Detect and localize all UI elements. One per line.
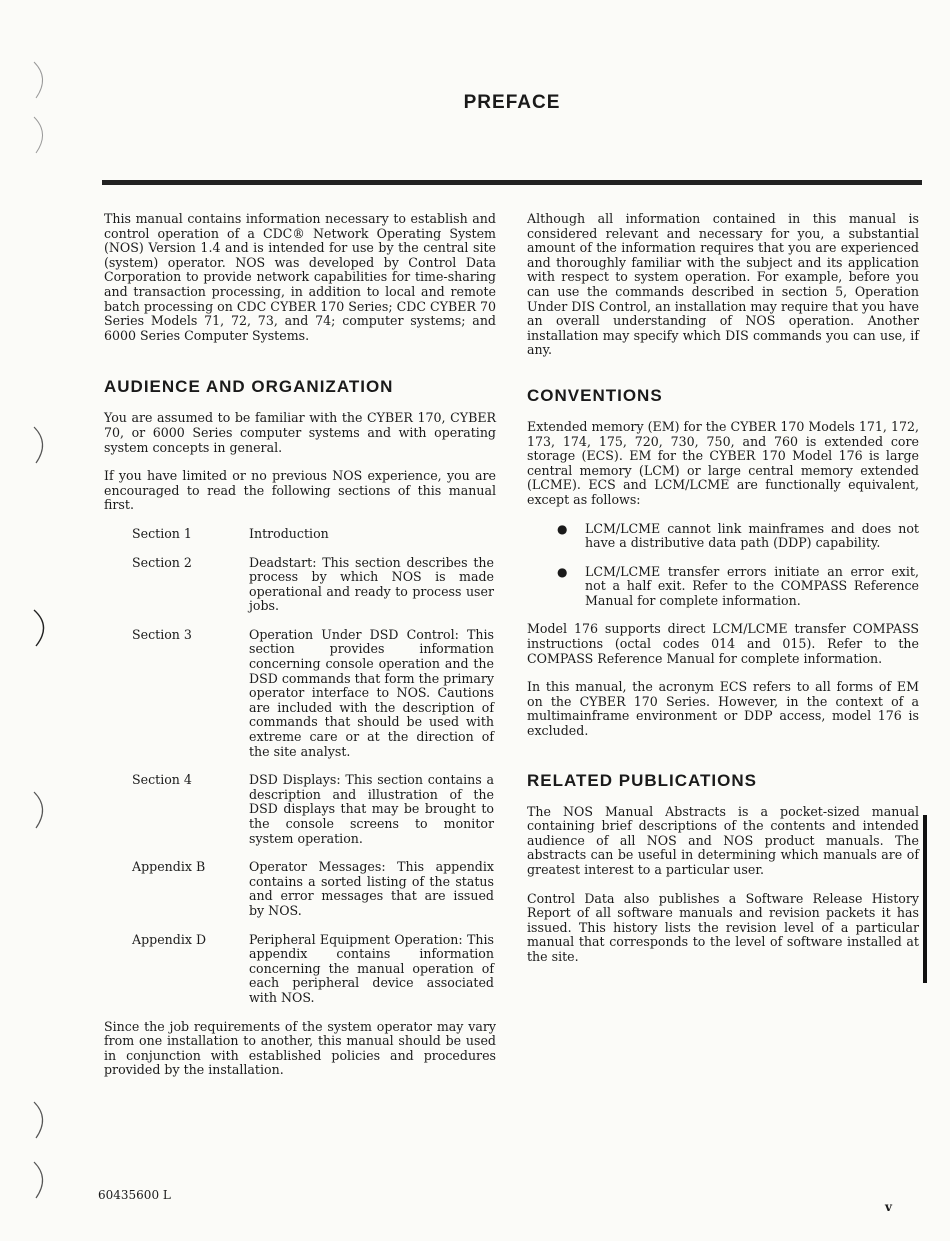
- right-intro-paragraph: Although all information contained in this manual is considered relevant and necessary for you, a substantial amount of the information requires that you are experienced and thoroughly familiar with the subject and its application with respect to system operation. For example, before you can use the commands described in section 5, Operation Under DIS Control, an installation may require that you have an overall understanding of NOS operation. Another installation may specify which DIS commands you can use, if any.: [527, 211, 919, 358]
- document-number: 60435600 L: [98, 1188, 171, 1202]
- section-name: Appendix D: [132, 931, 207, 947]
- page-title: PREFACE: [463, 92, 561, 113]
- section-row: [132, 527, 496, 542]
- list-item: [527, 565, 919, 609]
- section-row: [132, 556, 496, 614]
- section-list: [132, 527, 496, 1006]
- section-name: Section 2: [132, 554, 192, 570]
- related-paragraph-1: The NOS Manual Abstracts is a pocket-sized manual containing brief descriptions of the contents and intended audience of all NOS and NOS product manuals. The abstracts can be useful in determining which manuals are of greatest interest to a particular user.: [527, 803, 919, 877]
- conventions-heading: CONVENTIONS: [527, 385, 663, 405]
- punch-hole-mark: [30, 425, 52, 465]
- punch-hole-mark: [30, 790, 52, 830]
- list-item: [527, 522, 919, 551]
- section-name: Section 3: [132, 626, 192, 642]
- punch-hole-mark: [30, 608, 52, 648]
- related-publications-heading: RELATED PUBLICATIONS: [527, 770, 757, 790]
- section-description: DSD Displays: This section contains a description and illustration of the DSD displays that may be brought to the console screens to monitor system operation.: [249, 772, 494, 846]
- right-column: [527, 212, 919, 979]
- conventions-bullet-list: [527, 522, 919, 609]
- page-number: v: [885, 1200, 892, 1214]
- section-row: [132, 773, 496, 846]
- bullet-icon: ●: [557, 564, 568, 579]
- bullet-text: LCM/LCME transfer errors initiate an error exit, not a half exit. Refer to the COMPASS Reference Manual for complete information.: [585, 563, 919, 608]
- section-description: Peripheral Equipment Operation: This appendix contains information concerning the manual operation of each peripheral device associated with NOS.: [249, 931, 494, 1005]
- section-description: Deadstart: This section describes the process by which NOS is made operational and ready to process user jobs.: [249, 554, 494, 614]
- section-description: Operator Messages: This appendix contains a sorted listing of the status and error messages that are issued by NOS.: [249, 859, 494, 918]
- audience-heading: AUDIENCE AND ORGANIZATION: [104, 377, 394, 397]
- revision-change-bar: [923, 815, 927, 983]
- section-row: [132, 933, 496, 1006]
- punch-hole-mark: [30, 1100, 52, 1140]
- punch-hole-mark: [30, 1160, 52, 1200]
- section-row: [132, 628, 496, 759]
- conventions-paragraph-3: In this manual, the acronym ECS refers to all forms of EM on the CYBER 170 Series. However, in the context of a multimainframe environment or DDP access, model 176 is excluded.: [527, 679, 919, 739]
- related-paragraph-2: Control Data also publishes a Software Release History Report of all software manuals and revision packets it has issued. This history lists the revision level of a particular manual that corresponds to the level of software installed at the site.: [527, 890, 919, 964]
- closing-paragraph: Since the job requirements of the system operator may vary from one installation to another, this manual should be used in conjunction with established policies and procedures provided by the installation.: [104, 1018, 496, 1078]
- bullet-text: LCM/LCME cannot link mainframes and does not have a distributive data path (DDP) capability.: [585, 520, 919, 551]
- left-column: [104, 212, 496, 1092]
- section-description: Introduction: [249, 525, 329, 541]
- section-name: Section 4: [132, 772, 192, 788]
- section-name: Section 1: [132, 525, 192, 541]
- audience-paragraph-2: If you have limited or no previous NOS experience, you are encouraged to read the following sections of this manual first.: [104, 468, 496, 513]
- punch-hole-mark: [30, 115, 52, 155]
- bullet-icon: ●: [557, 521, 568, 536]
- section-name: Appendix B: [132, 859, 206, 875]
- audience-paragraph-1: You are assumed to be familiar with the CYBER 170, CYBER 70, or 6000 Series computer systems and with operating system concepts in general.: [104, 410, 496, 455]
- section-row: [132, 860, 496, 918]
- section-description: Operation Under DSD Control: This section provides information concerning console operation and the DSD commands that form the primary operator interface to NOS. Cautions are included with the description of commands that should be used with extreme care or at the direction of the site analyst.: [249, 626, 494, 759]
- header-rule: [102, 180, 922, 185]
- conventions-paragraph-1: Extended memory (EM) for the CYBER 170 Models 171, 172, 173, 174, 175, 720, 730, 750, and 760 is extended core storage (ECS). EM for the CYBER 170 Model 176 is large central memory (LCM) or large central memory extended (LCME). ECS and LCM/LCME are functionally equivalent, except as follows:: [527, 418, 919, 507]
- intro-paragraph: This manual contains information necessary to establish and control operation of a CDC® Network Operating System (NOS) Version 1.4 and is intended for use by the central site (system) operator. NOS was developed by Control Data Corporation to provide network capabilities for time-sharing and transaction processing, in addition to local and remote batch processing on CDC CYBER 170 Series; CDC CYBER 70 Series Models 71, 72, 73, and 74; computer systems; and 6000 Series Computer Systems.: [104, 211, 496, 343]
- conventions-paragraph-2: Model 176 supports direct LCM/LCME transfer COMPASS instructions (octal codes 014 and 015). Refer to the COMPASS Reference Manual for complete information.: [527, 621, 919, 666]
